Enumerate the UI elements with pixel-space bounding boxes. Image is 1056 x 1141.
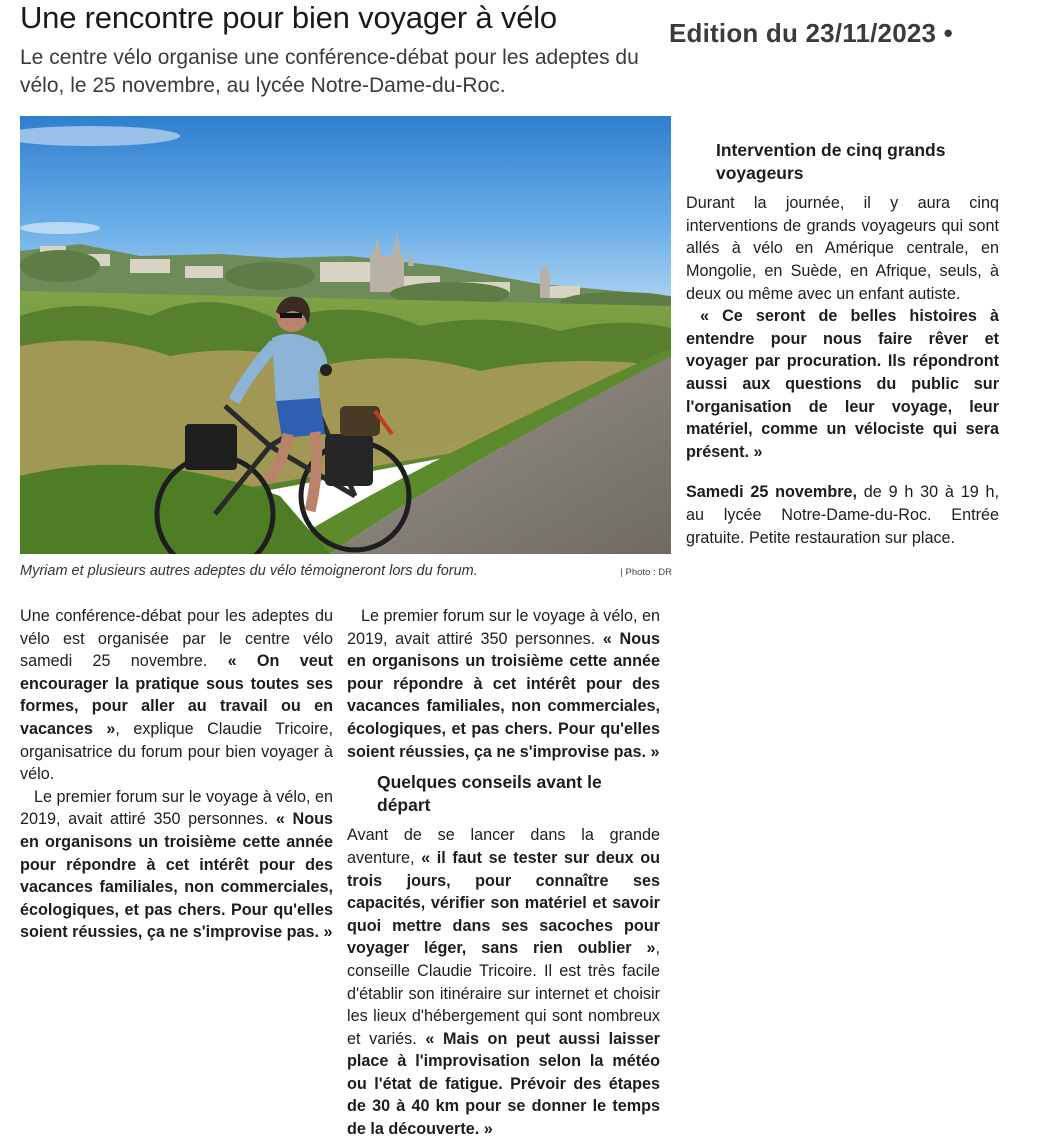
- paragraph: [686, 305, 999, 463]
- practical-info: [686, 481, 999, 549]
- cyclist-photo-illustration: [20, 116, 671, 554]
- body-text: , conseille Claudie Tricoire. Il est très facile d'établir son itinéraire sur internet et choisir les lieux d'hébergement qui sont nombreux et variés.: [347, 939, 660, 1048]
- article-column-2: [347, 605, 660, 1141]
- paragraph: [20, 605, 333, 786]
- body-text: , explique Claudie Tricoire, organisatrice du forum pour bien voyager à vélo.: [20, 719, 333, 784]
- article-photo: [20, 116, 671, 554]
- body-text: Avant de se lancer dans la grande aventure,: [347, 826, 660, 867]
- headline: Une rencontre pour bien voyager à vélo: [20, 0, 557, 35]
- practical-date: Samedi 25 novembre,: [686, 483, 858, 502]
- paragraph: Durant la journée, il y aura cinq interventions de grands voyageurs qui sont allés à vélo en Amérique centrale, en Mongolie, en Suède, en Afrique, seuls, à deux ou même avec un enfant autiste.: [686, 194, 999, 303]
- body-text: Une conférence-débat pour les adeptes du vélo est organisée par le centre vélo samedi 25 novembre.: [20, 607, 333, 671]
- standfirst: Le centre vélo organise une conférence-débat pour les adeptes du vélo, le 25 novembre, au lycée Notre-Dame-du-Roc.: [20, 46, 639, 97]
- subheading: Intervention de cinq grands voyageurs: [716, 140, 946, 183]
- quote: « Mais on peut aussi laisser place à l'improvisation selon la météo ou l'état de fatigue. Prévoir des étapes de 30 à 40 km pour se donner le temps de la découverte. »: [347, 1029, 660, 1139]
- subheading: Quelques conseils avant le départ: [377, 772, 602, 815]
- article-column-3: [686, 131, 999, 549]
- quote: « On veut encourager la pratique sous toutes ses formes, pour aller au travail ou en vacances »: [20, 652, 333, 738]
- photo-caption: Myriam et plusieurs autres adeptes du vélo témoigneront lors du forum.: [20, 563, 478, 579]
- photo-credit: | Photo : DR: [620, 567, 672, 578]
- article-column-1: [20, 605, 333, 944]
- body-text: Le premier forum sur le voyage à vélo, en 2019, avait attiré 350 personnes.: [347, 607, 660, 648]
- body-text: Le premier forum sur le voyage à vélo, en 2019, avait attiré 350 personnes.: [20, 787, 333, 829]
- paragraph: [347, 605, 660, 763]
- quote: « Ce seront de belles histoires à entendre pour nous faire rêver et voyager par procuration. Ils répondront aussi aux questions du public sur l'organisation de leur voyage, leur matériel, comme un vélociste qui sera présent. »: [686, 307, 999, 461]
- body-text: de 9 h 30 à 19 h, au lycée Notre-Dame-du-Roc. Entrée gratuite. Petite restauration sur place.: [686, 483, 999, 547]
- quote: « Nous en organisons un troisième cette année pour répondre à cet intérêt pour des vacances familiales, non commerciales, écologiques, et pas chers. Pour qu'elles soient réussies, ça ne s'improvise pas. »: [347, 629, 660, 761]
- quote: « il faut se tester sur deux ou trois jours, pour connaître ses capacités, vérifier son matériel et savoir quoi mettre dans ses sacoches pour voyager léger, sans rien oublier »: [347, 848, 660, 958]
- quote: « Nous en organisons un troisième cette année pour répondre à cet intérêt pour des vacances familiales, non commerciales, écologiques, et pas chers. Pour qu'elles soient réussies, ça ne s'improvise pas. »: [20, 810, 333, 942]
- paragraph: [20, 786, 333, 944]
- edition-date: Edition du 23/11/2023 •: [669, 18, 953, 48]
- paragraph: [347, 824, 660, 1140]
